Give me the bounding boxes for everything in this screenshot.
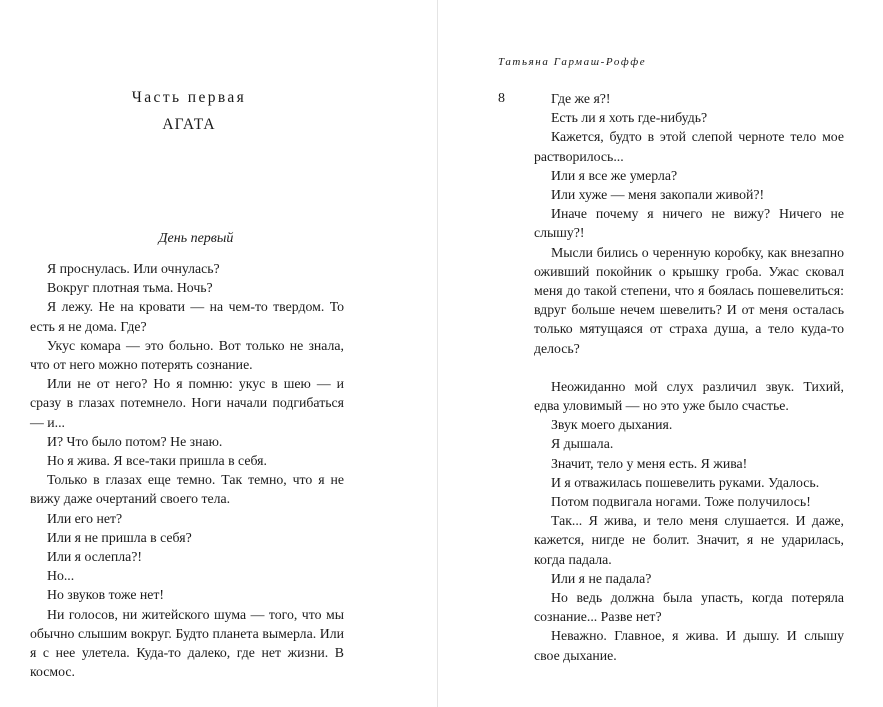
paragraph: Или я не пришла в себя? xyxy=(47,529,192,545)
paragraph: Или я все же умерла? xyxy=(551,167,678,183)
paragraph: Или его нет? xyxy=(47,510,123,526)
paragraph: Где же я?! xyxy=(551,91,611,106)
running-head: Татьяна Гармаш-Роффе xyxy=(498,56,647,68)
paragraph: Или не от него? Но я помню: укус в шею — и сразу в глазах потемнело. Ноги начали подгибаться — и... xyxy=(30,376,344,430)
paragraph: Я проснулась. Или очнулась? xyxy=(47,261,220,276)
paragraph: Только в глазах еще темно. Так темно, что я не вижу даже очертаний своего тела. xyxy=(30,472,344,507)
left-page xyxy=(0,0,437,707)
paragraph: Мысли бились о черенную коробку, как внезапно оживший покойник о крышку гроба. Ужас сковал меня до такой степени, что я боялась пошевелиться: вдруг больше нечем шевелить? И от меня осталась только мятущаяся от страха душа, а тело куда-то делось? xyxy=(534,244,844,356)
paragraph: Или я ослепла?! xyxy=(47,549,142,565)
right-page-body xyxy=(534,89,844,665)
paragraph: Так... Я жива, и тело меня слушается. И даже, кажется, нигде не болит. Значит, я не ударилась, когда падала. xyxy=(534,513,844,567)
paragraph: Ни голосов, ни житейского шума — того, что мы обычно слышим вокруг. Будто планета вымерла. Или я с нее улетела. Куда-то далеко, где нет жизни. В космос. xyxy=(30,606,344,680)
paragraph: И? Что было потом? Не знаю. xyxy=(47,433,223,449)
paragraph: Кажется, будто в этой слепой черноте тело мое растворилось... xyxy=(534,129,844,164)
paragraph: Укус комара — это больно. Вот только не знала, что от него можно потерять сознание. xyxy=(30,337,344,373)
paragraph: Неожиданно мой слух различил звук. Тихий, едва уловимый — но это уже было счастье. xyxy=(534,378,844,414)
paragraph: Потом подвигала ногами. Тоже получилось! xyxy=(551,494,811,510)
paragraph: Но я жива. Я все-таки пришла в себя. xyxy=(47,453,267,469)
paragraph: Я дышала. xyxy=(551,436,614,452)
paragraph: Значит, тело у меня есть. Я жива! xyxy=(551,455,748,471)
left-page-body xyxy=(30,259,344,681)
paragraph: Или я не падала? xyxy=(551,570,652,586)
paragraph: Иначе почему я ничего не вижу? Ничего не слышу?! xyxy=(534,206,844,241)
paragraph: Есть ли я хоть где-нибудь? xyxy=(551,110,708,126)
paragraph: Звук моего дыхания. xyxy=(551,417,673,433)
part-name: АГАТА xyxy=(162,116,216,133)
part-title: Часть первая xyxy=(131,89,247,106)
right-page xyxy=(438,0,883,707)
paragraph: Я лежу. Не на кровати — на чем-то твердом. То есть я не дома. Где? xyxy=(30,299,344,334)
paragraph: Но... xyxy=(47,568,75,584)
paragraph: Вокруг плотная тьма. Ночь? xyxy=(47,280,213,296)
paragraph: Неважно. Главное, я жива. И дышу. И слышу свое дыхание. xyxy=(534,628,844,663)
paragraph: Или хуже — меня закопали живой?! xyxy=(551,187,765,203)
scene-break xyxy=(534,358,844,377)
paragraph: Но звуков тоже нет! xyxy=(47,587,165,603)
paragraph: И я отважилась пошевелить руками. Удалось. xyxy=(551,474,820,490)
chapter-title: День первый xyxy=(158,231,234,246)
paragraph: Но ведь должна была упасть, когда потеряла сознание... Разве нет? xyxy=(534,590,844,625)
page-number: 8 xyxy=(498,91,505,106)
